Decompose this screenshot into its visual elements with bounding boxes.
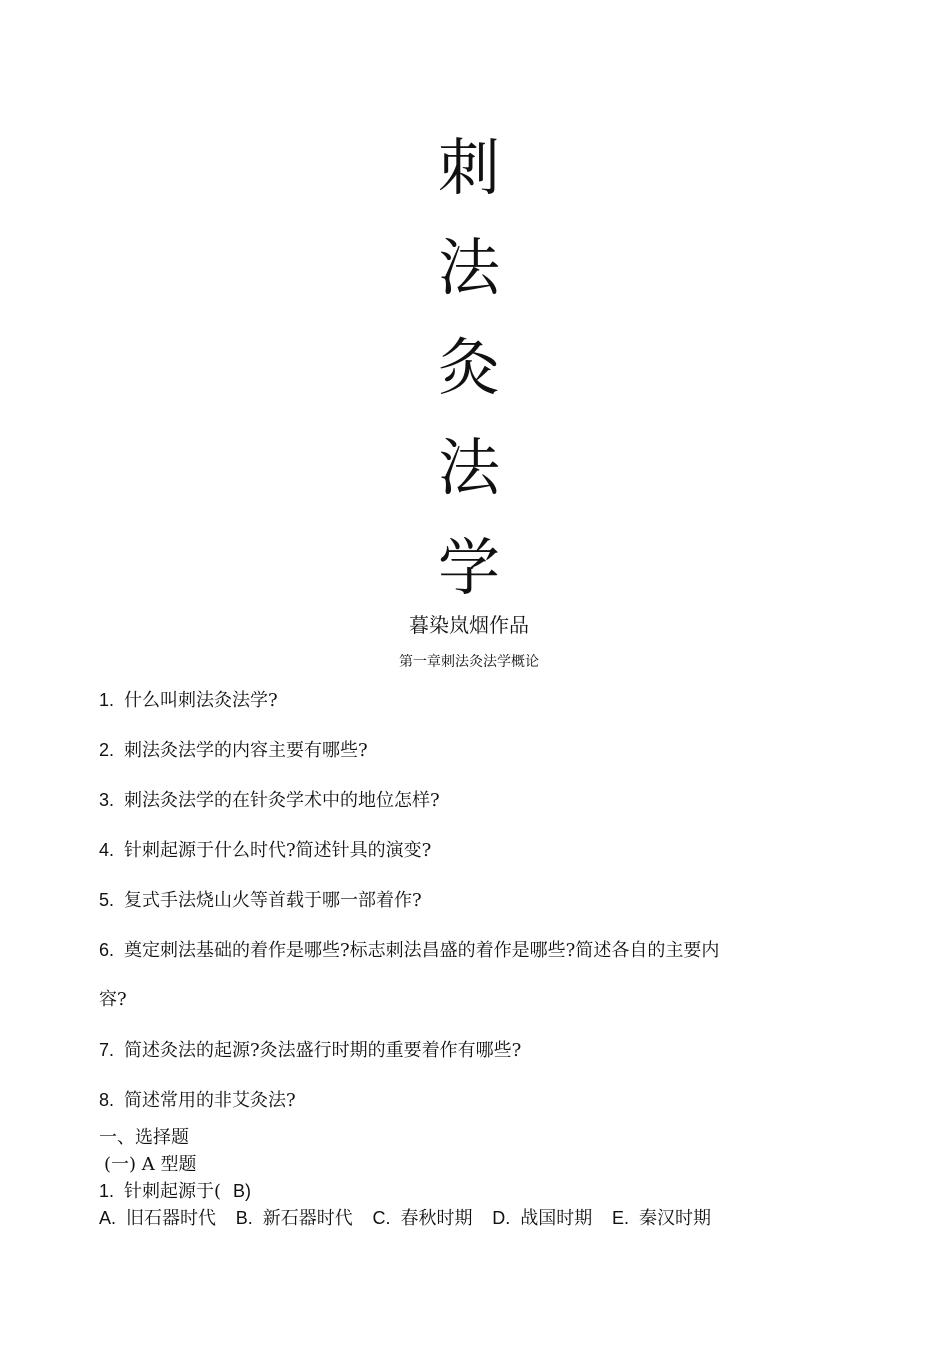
option-text: 新石器时代 (262, 1208, 353, 1229)
mcq-stem-text: 针刺起源于( (124, 1181, 222, 1202)
question-number: 7. (99, 1040, 115, 1060)
question-text: 针刺起源于什么时代?简述针具的演变? (124, 840, 432, 861)
option-letter: C. (372, 1208, 391, 1228)
question-number: 4. (99, 840, 115, 860)
option-text: 春秋时期 (400, 1208, 473, 1229)
question-text: 刺法灸法学的内容主要有哪些? (124, 740, 368, 761)
option-letter: A. (99, 1208, 117, 1228)
mcq-options (99, 1206, 725, 1231)
author-line: 暮染岚烟作品 (409, 613, 529, 637)
option-text: 战国时期 (520, 1208, 593, 1229)
question-item (99, 938, 719, 963)
title-char: 法 (437, 231, 500, 304)
question-item (99, 1038, 521, 1063)
option-letter: E. (611, 1208, 629, 1228)
chapter-heading: 第一章刺法灸法学概论 (399, 654, 539, 670)
question-text: 奠定刺法基础的着作是哪些?标志刺法昌盛的着作是哪些?简述各自的主要内 (124, 940, 720, 961)
option-text: 旧石器时代 (126, 1208, 217, 1229)
question-item (99, 738, 368, 763)
question-number: 5. (99, 890, 115, 910)
question-number: 3. (99, 790, 115, 810)
question-number: 2. (99, 740, 115, 760)
mcq-option (612, 1206, 711, 1231)
option-text: 秦汉时期 (638, 1208, 711, 1229)
question-text: 简述灸法的起源?灸法盛行时期的重要着作有哪些? (124, 1040, 522, 1061)
question-item (99, 688, 278, 713)
mcq-answer: B) (233, 1181, 252, 1201)
question-item (99, 1088, 296, 1113)
mcq-option (373, 1206, 473, 1231)
question-item (99, 888, 422, 913)
title-char: 学 (437, 531, 500, 604)
question-item (99, 788, 440, 813)
title-char: 法 (437, 431, 500, 504)
section-heading: 一、选择题 (99, 1127, 189, 1148)
question-text: 刺法灸法学的在针灸学术中的地位怎样? (124, 790, 440, 811)
option-letter: B. (235, 1208, 253, 1228)
mcq-option (492, 1206, 592, 1231)
document-title (0, 118, 938, 618)
question-number: 6. (99, 940, 115, 960)
question-text: 简述常用的非艾灸法? (124, 1090, 296, 1111)
mcq-option (99, 1206, 216, 1231)
question-item-continuation (99, 988, 127, 1012)
question-item (99, 838, 431, 863)
title-char: 灸 (437, 331, 500, 404)
mcq-stem (99, 1179, 251, 1204)
subsection-heading: (一) A 型题 (104, 1154, 197, 1175)
question-text: 容? (99, 989, 127, 1010)
mcq-option (236, 1206, 353, 1231)
question-text: 复式手法烧山火等首载于哪一部着作? (124, 890, 422, 911)
question-number: 1. (99, 690, 115, 710)
question-text: 什么叫刺法灸法学? (124, 690, 278, 711)
title-char: 刺 (437, 131, 500, 204)
mcq-number: 1. (99, 1181, 115, 1201)
question-number: 8. (99, 1090, 115, 1110)
option-letter: D. (492, 1208, 511, 1228)
